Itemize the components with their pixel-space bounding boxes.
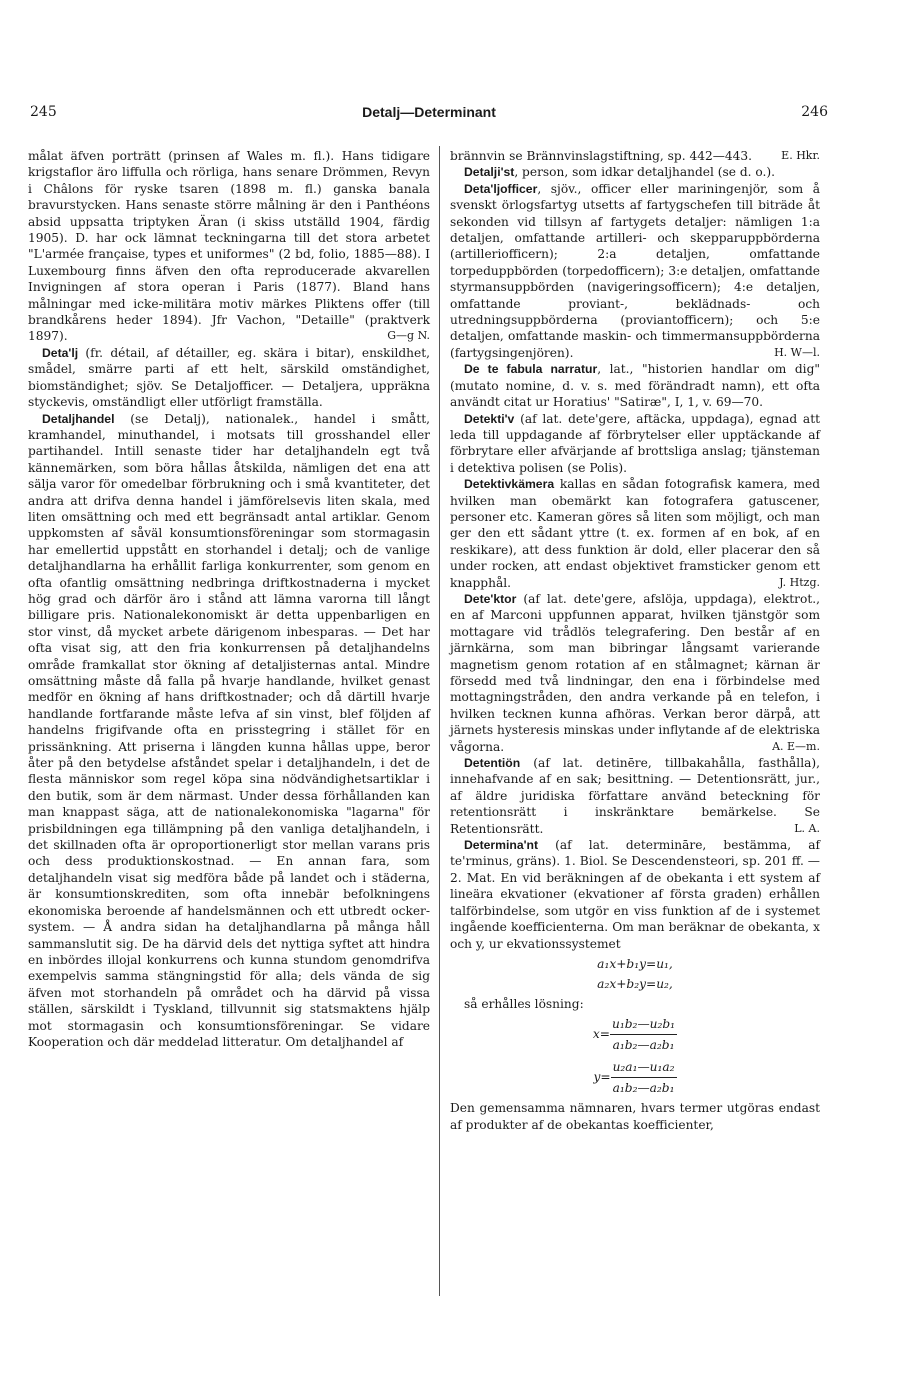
- entry-continuation: brännvin se Brännvinslagstiftning, sp. 442—443. E. Hkr.: [450, 149, 820, 163]
- author-signature: J. Htzg.: [779, 575, 820, 589]
- headword: Detekti'v: [464, 411, 515, 426]
- right-column: [450, 148, 820, 1133]
- entry-detention: Detentiön (af lat. detinēre, tillbakahålla, fasthålla), innehafvande af en sak; besittning. — Detentionsrätt, jur., af äldre juridiska författare använd beteckning för retentionsrätt i inskränktare bemärkelse. Se Retentionsrätt. L. A.: [450, 756, 820, 836]
- headword: Deta'ljofficer: [464, 181, 538, 196]
- y-denominator: a₁b₂—a₂b₁: [612, 1081, 675, 1096]
- headword: Detentiön: [464, 756, 521, 771]
- solution-intro: så erhålles lösning:: [464, 996, 584, 1011]
- left-column: [28, 148, 430, 1050]
- column-divider: [439, 146, 440, 1296]
- page-number-right: 246: [801, 104, 828, 120]
- entry-detaljofficer: Deta'ljofficer, sjöv., officer eller mariningenjör, som å svenskt örlogsfartyg utsetts af fartygschefen till biträde åt sekonden vid tillsyn af fartygets detaljer: nämligen 1:a detaljen, omfattande artilleri- och skepparuppbörderna (artilleriofficern); 2:a detaljen, omfattande torpeduppbörden (torpedofficern); 3:e detaljen, omfattande styrmansuppbörden (navigeringsofficern); 4:e detaljen, omfattande proviant-, beklädnads- och utredningsuppbörderna (proviantofficern); och 5:e detaljen, omfattande maskin- och timmermansuppbörderna (fartygsingenjören). H. W—l.: [450, 181, 820, 360]
- headword: Determina'nt: [464, 838, 539, 853]
- entry-paragraph: målat äfven porträtt (prinsen af Wales m. fl.). Hans tidigare krigstaflor äro liffulla och rörliga, hans senare Drömmen, Revyn i Châlons för ryske tsaren (1898 m. fl.) ganska banala bravurstycken. Hans senaste större målning är den i Panthéons absid uppsatta triptyken Äran (i skiss utställd 1904, färdig 1905). D. har ock lämnat teckningarna till det stora arbetet "L'armée française, types et uniformes" (2 bd, folio, 1885—88). I Luxembourg finns äfven den ofta reproducerade akvarellen Invigningen af stora operan i Paris (1877). Bland hans målningar med icke-militära motiv märkes Pliktens offer (till brandkårens heder 1894). Jfr Vachon, "Detaille" (praktverk 1897). G—g N.: [28, 149, 430, 344]
- headword: Dete'ktor: [464, 591, 517, 606]
- x-fraction: [610, 1014, 677, 1055]
- page-number-left: 245: [30, 104, 57, 120]
- entry-de-te-fabula: De te fabula narratur, lat., "historien handlar om dig" (mutato nomine, d. v. s. med förändradt namn), ett ofta användt citat ur Horatius' "Satiræ", I, 1, v. 69—70.: [450, 362, 820, 410]
- x-label: x=: [592, 1027, 611, 1042]
- entry-detektor: Dete'ktor (af lat. dete'gere, afslöja, uppdaga), elektrot., en af Marconi uppfunnen apparat, hvilken tjänstgör som mottagare vid trådlös telegrafering. Den består af en järnkärna, som man bibringar långsamt varierande magnetism genom rotation af en stålmagnet; kärnan är försedd med två lindningar, den ena i förbindelse med mottagningstråden, den andra verkande på en telefon, i hvilken tecknen kunna afhöras. Verkan beror därpå, att järnets hysteresis minskas under inflytande af de elektriska vågorna. A. E—m.: [450, 591, 820, 754]
- entry-detektivkamera: Detektivkämera kallas en sådan fotografisk kamera, med hvilken man obemärkt kan fotografera gatuscener, personer etc. Kameran göres så liten som möjligt, och man ger den ett sådant yttre (t. ex. formen af en bok, af en reskikare), att dess funktion är dold, eller placerar den så under rocken, att endast objektivet framsticker genom ett knapphål. J. Htzg.: [450, 477, 820, 590]
- equation-system: [450, 954, 820, 994]
- entry-detektiv: Detekti'v (af lat. dete'gere, aftäcka, uppdaga), egnad att leda till uppdagande af förbrytelser eller upptäckande af förbrytare eller afvärjande af brottsliga anslag; tjänsteman i detektiva polisen (se Polis).: [450, 411, 820, 475]
- entry-determinant: Determina'nt (af lat. determināre, bestämma, af te'rminus, gräns). 1. Biol. Se Descendensteori, sp. 201 ff. — 2. Mat. En vid beräkningen af de obekanta i ett system af lineära ekvationer (ekvationer af första graden) erhållen talförbindelse, som utgör en viss funktion af de i systemet ingående koefficienterna. Om man beräknar de obekanta, x och y, ur ekvationssystemet: [450, 838, 820, 951]
- y-numerator: u₂a₁—u₁a₂: [611, 1057, 677, 1078]
- solution-x: [450, 1014, 820, 1055]
- x-denominator: a₁b₂—a₂b₁: [612, 1038, 675, 1053]
- author-signature: G—g N.: [387, 329, 430, 343]
- author-signature: E. Hkr.: [781, 149, 820, 162]
- headword: Detaljhandel: [42, 411, 115, 426]
- y-fraction: [611, 1057, 677, 1098]
- author-signature: H. W—l.: [774, 345, 820, 359]
- headword: Detalji'st: [464, 165, 515, 180]
- x-numerator: u₁b₂—u₂b₁: [610, 1014, 677, 1035]
- y-label: y=: [593, 1070, 611, 1085]
- page-header: [30, 104, 828, 126]
- entry-detaljist: Detalji'st, person, som idkar detaljhandel (se d. o.).: [464, 165, 776, 180]
- author-signature: L. A.: [794, 821, 820, 835]
- equation-2: a₂x+b₂y=u₂,: [597, 976, 673, 991]
- entry-detalj: Deta'lj (fr. détail, af détailler, eg. skära i bitar), enskildhet, smådel, smärre parti af ett helt, särskild omständighet, biomständighet; sjöv. Se Detaljofficer. — Detaljera, uppräkna styckevis, omständligt eller utförligt framställa.: [28, 345, 430, 410]
- solution-y: [450, 1057, 820, 1098]
- entry-detaljhandel: Detaljhandel (se Detalj), nationalek., handel i smått, kramhandel, minuthandel, i motsats till grosshandel eller partihandel. Intill senaste tider har detaljhandeln egt två kännemärken, som böra hållas åtskilda, nämligen det ena att sälja varor för omedelbar förbrukning och i små kvantiteter, det andra att drifva denna handel i jämförelsevis liten skala, med liten omsättning och med ett begränsadt antal artiklar. Genom uppkomsten af såväl konsumtionsföreningar som stormagasin har emellertid uppstått en storhandel i detalj; och de vanlige detaljhandlarna ha erhållit farliga konkurrenter, som genom en ofta ofantlig omsättning nedbringa driftkostnaderna i mycket hög grad och därför äro i stånd att lämna varorna till långt billigare pris. Nationalekonomiskt är detta uppenbarligen en stor vinst, då mycket arbete därigenom inbesparas. — Det har ofta visat sig, att den fria konkurrensen på detaljhandelns område framkallat stor ökning af detaljisternas antal. Mindre omsättning måste då falla på hvarje handlande, hvilket genast medför en ökning af hans driftkostnader; och då därtill hvarje handlande fortfarande måste lefva af sin vinst, blef följden af handelns frigifvande ofta en prisstegring i stället för en prissänkning. Att priserna i längden kunna hållas uppe, beror åter på den betydelse afståndet spelar i detaljhandeln, i det de flesta människor som regel köpa sina nödvändighetsartiklar i den butik, som är dem närmast. Under dessa förhållanden kan man knappast säga, att de nationalekonomiska "lagarna" för prisbildningen ega tillämpning på den vanliga detaljhandeln, i det skillnaden ofta är oproportionerligt stor mellan varans pris och dess produktionskostnad. — En annan fara, som detaljhandeln visat sig medföra både på landet och i städerna, är konsumtionskrediten, som ofta innebär befolkningens ekonomiska beroende af handelsmännen och ett utbredt ocker-system. — Å andra sidan ha detaljhandlarna på många håll sammanslutit sig. De ha därvid dels det nyttiga syftet att hindra en inbördes illojal konkurrens och kunna stundom genomdrifva exempelvis samma stängningstid för alla; dels vända de sig äfven mot storhandeln på området och ha därvid på vissa ställen, särskildt i Tyskland, tillvunnit sig statsmaktens hjälp mot stormagasin och konsumtionsföreningar. Se vidare Kooperation och där meddelad litteratur. Om detaljhandel af: [28, 411, 430, 1049]
- headword: Detektivkämera: [464, 477, 555, 492]
- equation-1: a₁x+b₁y=u₁,: [597, 956, 673, 971]
- author-signature: A. E—m.: [772, 739, 820, 753]
- headword: De te fabula narratur: [464, 362, 598, 377]
- headword: Deta'lj: [42, 345, 79, 360]
- running-title: Detalj—Determinant: [362, 104, 496, 120]
- closing-text: Den gemensamma nämnaren, hvars termer utgöras endast af produkter af de obekantas koefficienter,: [450, 1101, 820, 1132]
